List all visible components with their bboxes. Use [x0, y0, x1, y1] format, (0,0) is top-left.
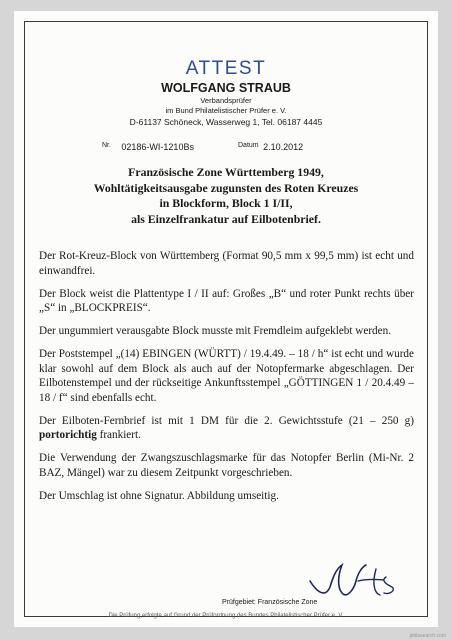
body-text: frankiert. — [96, 429, 141, 441]
handwritten-signature — [306, 559, 401, 601]
certificate-title: ATTEST — [185, 58, 267, 79]
heading-line: als Einzelfrankatur auf Eilbotenbrief. — [131, 211, 321, 226]
item-heading — [14, 165, 438, 227]
heading-line: Französische Zone Württemberg 1949, — [128, 165, 324, 179]
examiner-role: Verbandsprüfer — [200, 96, 252, 105]
body-paragraph: Der Umschlag ist ohne Signatur. Abbildung umseitig. — [39, 489, 279, 502]
number-label: Nr. — [102, 142, 111, 149]
certificate-body — [39, 249, 414, 512]
body-paragraph: Der Rot-Kreuz-Block von Württemberg (Format 90,5 mm x 99,5 mm) ist echt und einwandfrei. — [39, 250, 414, 277]
examiner-name: WOLFGANG STRAUB — [161, 81, 291, 95]
date-label: Datum — [238, 142, 259, 149]
footer-note: Die Prüfung erfolgte auf Grund der Prüfordnung des Bundes Philatelistischer Prüfer e. V. — [108, 613, 344, 619]
body-text: Der Eilboten-Fernbrief ist mit 1 DM für die 2. Gewichtsstufe (21 – 250 g) — [39, 414, 414, 427]
emphasis-text: portorichtig — [39, 429, 97, 441]
watermark: philasearch.com — [409, 633, 446, 639]
body-paragraph: Der Block weist die Plattentype I / II auf: Großes „B“ und roter Punkt rechts über „S“ in „BLOCKPREIS“. — [39, 287, 414, 314]
heading-line: Wohltätigkeitsausgabe zugunsten des Roten Kreuzes — [93, 180, 359, 195]
examiner-address: D-61137 Schöneck, Wasserweg 1, Tel. 06187 4445 — [129, 117, 323, 127]
body-paragraph: Die Verwendung der Zwangszuschlagsmarke für das Notopfer Berlin (Mi-Nr. 2 BAZ, Mängel) war zu diesem Zeitpunkt vorgeschrieben. — [39, 452, 414, 479]
certificate-sheet — [14, 11, 438, 627]
examiner-membership: im Bund Philatelistischer Prüfer e. V. — [165, 106, 287, 115]
body-paragraph: Der ungummiert verausgabte Block musste mit Fremdleim aufgeklebt werden. — [39, 325, 392, 337]
signature-note: Prüfgebiet: Französische Zone — [222, 599, 318, 606]
body-paragraph — [39, 414, 414, 443]
certificate-date — [238, 140, 303, 153]
body-paragraph: Der Poststempel „(14) EBINGEN (WÜRTT) / 19.4.49. – 18 / h“ ist echt und wurde klar sowohl auf dem Block als auch auf der Notopfermarke abgeschlagen. Der Eilbotenstempel und der rückseitige Ankunftsstempel „GÖTTINGEN 1 / 20.4.49 – 18 / f“ sind ebenfalls echt. — [39, 348, 414, 404]
certificate-number — [102, 140, 194, 153]
heading-line: in Blockform, Block 1 I/II, — [159, 196, 293, 210]
date-value: 2.10.2012 — [263, 142, 304, 152]
number-value: 02186-WI-1210Bs — [121, 142, 194, 152]
